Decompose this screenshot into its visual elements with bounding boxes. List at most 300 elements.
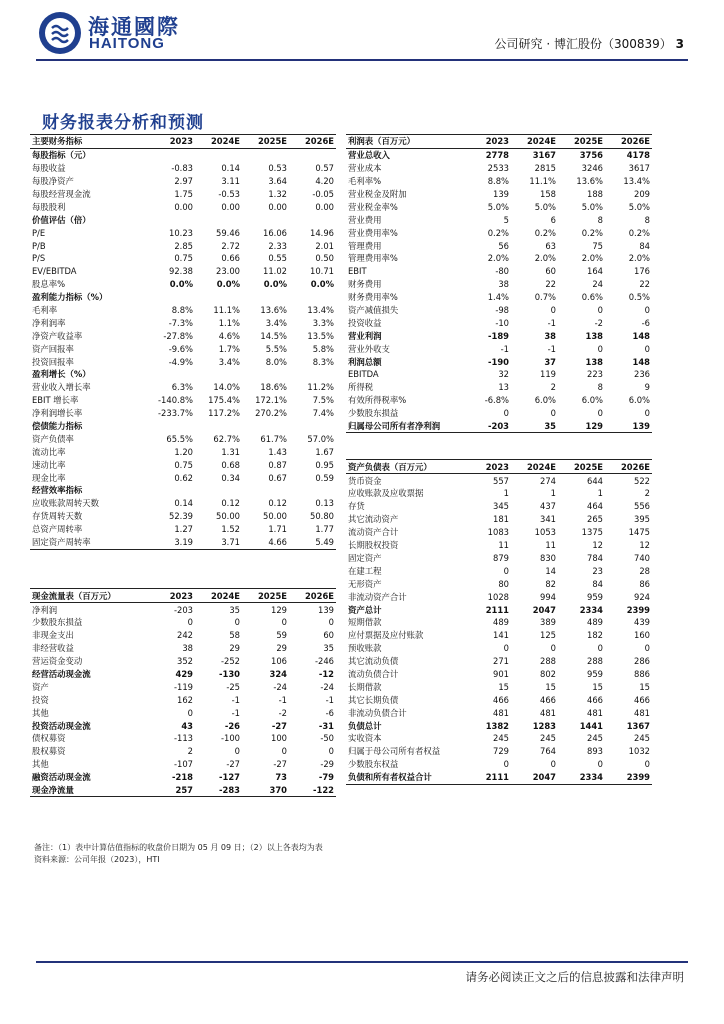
table-row [346,693,652,706]
row-label: 其他 [32,707,49,718]
table-row [30,523,336,536]
cell-value: 6.0% [534,395,556,406]
cell-value: 1.75 [174,189,193,199]
cell-value: 1.52 [221,524,240,535]
cell-value: 3.64 [268,176,287,187]
cell-value: -233.7% [158,408,193,419]
cell-value: 10.23 [169,227,193,238]
cell-value: 0 [281,617,287,628]
cell-value: 0.68 [221,459,240,470]
table-row [346,668,652,681]
table-row [30,510,336,523]
table-row [346,381,652,394]
cell-value: 437 [540,501,556,512]
row-label: 长期借款 [348,681,382,692]
table-row [346,278,652,291]
row-label: 营业税金率% [348,201,398,212]
cell-value: 5.8% [312,343,334,354]
cell-value: 29 [229,643,240,654]
cell-value: 1.7% [218,343,240,354]
row-label: 归属于母公司所有者权益 [348,746,441,757]
cell-value: 5.0% [581,201,603,212]
table-row [30,458,336,471]
cell-value: -203 [173,604,193,615]
row-label: 应收账款及应收票据 [348,488,424,499]
cell-value: 0.53 [268,163,287,174]
row-label: 固定资产周转率 [30,536,148,549]
page-reference [495,35,684,52]
cell-value: 1.67 [315,446,334,457]
cell-value [242,291,289,304]
table-row [30,745,336,758]
cell-value: 481 [493,707,509,718]
cell-value: 100 [271,733,287,744]
cell-value: 0.95 [315,459,334,470]
cell-value [148,148,195,161]
cell-value: 0.0% [216,279,240,290]
logo-chinese-name: 海通國際 [88,15,180,39]
cell-value: 29 [276,643,287,654]
cell-value: 0.59 [315,472,334,483]
cell-value: 286 [634,656,650,667]
row-label: 流动比率 [32,446,66,457]
empty-cell [30,549,148,562]
cell-value: 729 [493,746,509,757]
cell-value: 0.50 [315,253,334,264]
cell-value: 60 [545,266,556,277]
table-row [30,616,336,629]
row-label: P/B [32,240,46,251]
empty-cell [195,549,242,562]
table-row [30,680,336,693]
cell-value: 352 [177,656,193,667]
empty-cell [30,562,148,575]
table-row [346,577,652,590]
cell-value: 28 [639,565,650,576]
cell-value: 245 [540,733,556,744]
cell-value: 1.43 [268,446,287,457]
cell-value: 5.5% [265,343,287,354]
cell-value: 0 [644,759,650,770]
cell-value [289,291,336,304]
cell-value: 3167 [532,150,556,161]
cell-value: 0.0% [263,279,287,290]
cell-value: 11 [498,540,509,551]
row-label: 固定资产 [348,552,382,563]
cell-value: 0.6% [581,292,603,303]
row-label: 债权募资 [32,733,66,744]
source-line: 资料来源：公司年报（2023），HTI [34,855,160,864]
cell-value: -50 [320,733,334,744]
row-label: 偿债能力指标 [32,421,83,432]
cell-value: 0 [644,343,650,354]
table-row [346,629,652,642]
cell-value: -24 [320,681,334,692]
cell-value: 466 [493,694,509,705]
row-label: 实收资本 [348,733,382,744]
cell-value: 82 [545,578,556,589]
cell-value: -80 [495,266,509,277]
cell-value: 24 [592,279,603,290]
cell-value: 11.1% [213,305,240,316]
cell-value: 0.00 [268,201,287,212]
table-row [346,616,652,629]
cell-value: -79 [318,772,334,783]
cell-value: -189 [488,330,509,341]
table-row [30,394,336,407]
cell-value: 6.0% [581,395,603,406]
table-row [30,381,336,394]
cell-value: 2 [550,382,556,393]
table-row [346,148,652,161]
table-title: 资产负债表（百万元） [346,460,464,474]
table-row [346,655,652,668]
cell-value: 236 [634,369,650,380]
cell-value: -6 [641,317,650,328]
cell-value: -12 [318,668,334,679]
cell-value: 139 [493,189,509,199]
cell-value: 1053 [534,527,556,538]
cell-value [289,420,336,433]
row-label: 资产负债率 [32,433,74,444]
cell-value: 57.0% [307,433,334,444]
cell-value: 0.14 [221,163,240,174]
cell-value: 0.34 [221,472,240,483]
cell-value: 7.5% [312,395,334,406]
row-label: 经营活动现金流 [32,668,91,679]
cell-value: 14 [545,565,556,576]
cell-value: 2 [187,746,193,757]
table-row [346,355,652,368]
cell-value [195,291,242,304]
table-row [30,239,336,252]
cell-value: 23 [592,565,603,576]
cell-value: 2778 [485,150,509,161]
table-row [346,680,652,693]
cell-value: 2111 [485,604,509,615]
row-label: P/E [32,227,46,238]
cell-value: 395 [634,514,650,525]
cell-value: 3.71 [195,536,242,549]
cell-value: 994 [540,591,556,602]
table-row [30,471,336,484]
financial-table [346,134,652,459]
row-label: 短期借款 [348,617,382,628]
empty-cell [289,549,336,562]
cell-value: 12 [639,540,650,551]
cell-value: -107 [173,759,193,770]
row-label: 投资收益 [348,317,382,328]
row-label: 管理费用 [348,240,382,251]
table-row [346,487,652,500]
cell-value: 2111 [464,771,511,784]
cell-value: 139 [318,604,334,615]
table-row [30,655,336,668]
cell-value: 1375 [581,527,603,538]
row-label: 非经营收益 [32,643,74,654]
cell-value: 0 [503,643,509,654]
table-row [30,484,336,497]
cell-value: 0 [644,408,650,419]
cell-value: 38 [498,279,509,290]
cell-value: 2.97 [174,176,193,187]
row-label: 股权募资 [32,746,66,757]
cell-value: 14.0% [213,382,240,393]
table-row [30,420,336,433]
cell-value: 3.4% [218,356,240,367]
cell-value: 141 [493,630,509,641]
cell-value: 0 [644,305,650,316]
column-header: 2024E [195,589,242,603]
column-header: 2024E [511,460,558,474]
table-row [346,513,652,526]
table-row [346,342,652,355]
cell-value: 3756 [579,150,603,161]
cell-value [195,368,242,381]
row-label: 货币资金 [348,475,382,486]
row-label: 资产 [32,681,49,692]
row-label: 应收账款周转天数 [32,498,99,509]
cell-value [242,484,289,497]
row-label: 现金净流量 [30,784,148,797]
empty-cell [195,562,242,575]
cell-value: 92.38 [169,266,193,277]
cell-value: -119 [173,681,193,692]
empty-cell [195,575,242,588]
cell-value: -1 [547,317,556,328]
row-label: 价值评估（倍） [32,214,91,225]
row-label: 营业费用 [348,214,382,225]
cell-value: 464 [587,501,603,512]
table-row [30,758,336,771]
cell-value: 0 [328,746,334,757]
column-header: 2026E [605,135,652,149]
cell-value: 0.2% [628,227,650,238]
cell-value: 5.49 [289,536,336,549]
cell-value: 3.3% [312,317,334,328]
cell-value: 58 [229,630,240,641]
row-label: 每股指标（元） [32,150,91,161]
row-label: 非现金支出 [32,630,74,641]
cell-value: 43 [181,720,193,731]
cell-value: 4.66 [242,536,289,549]
cell-value: 119 [540,369,556,380]
row-label: EBIT [348,266,367,277]
cell-value [242,368,289,381]
logo-english-name: HAITONG [89,35,165,52]
cell-value: 61.7% [260,433,287,444]
table-row [30,329,336,342]
cell-value: 50.00 [263,511,287,522]
empty-cell [346,433,464,446]
cell-value: -1 [231,694,240,705]
cell-value: 0 [503,408,509,419]
cell-value: 13.6% [576,176,603,187]
cell-value: 1028 [487,591,509,602]
cell-value: 38 [544,330,556,341]
cell-value: 175.4% [208,395,240,406]
cell-value: -203 [464,420,511,433]
cell-value: 0.57 [315,163,334,174]
cell-value: 13 [498,382,509,393]
cell-value: 59.46 [216,227,240,238]
table-row [30,784,336,797]
cell-value: 1 [550,488,556,499]
table-row [30,252,336,265]
row-label: 非流动资产合计 [348,591,407,602]
cell-value: -1 [231,707,240,718]
empty-cell [148,549,195,562]
cell-value: 466 [540,694,556,705]
row-label: 所得税 [348,382,374,393]
cell-value: 644 [587,475,603,486]
table-row [346,732,652,745]
cell-value: 32 [498,369,509,380]
table-row [346,394,652,407]
table-row [30,304,336,317]
cell-value: 242 [177,630,193,641]
column-header: 2023 [148,589,195,603]
table-row [30,188,336,201]
empty-cell [242,575,289,588]
cell-value: 117.2% [208,408,240,419]
cell-value: 1382 [485,720,509,731]
table-row [30,316,336,329]
cell-value: 0.12 [221,498,240,509]
cell-value: 59 [276,630,287,641]
cell-value: 63 [545,240,556,251]
empty-cell [511,433,558,446]
empty-cell [605,446,652,459]
empty-cell [558,446,605,459]
table-header-row [30,135,336,149]
footer-rule [36,961,688,963]
cell-value: 2.33 [268,240,287,251]
row-label: 少数股东权益 [348,759,399,770]
row-label: 其它流动资产 [348,514,399,525]
cell-value: 830 [540,552,556,563]
cell-value: -27 [273,759,287,770]
row-label: 净利润 [32,604,58,615]
cell-value: 15 [545,681,556,692]
empty-cell [289,562,336,575]
row-label: 负债总计 [348,720,382,731]
cell-value: 959 [587,591,603,602]
cell-value: -283 [195,784,242,797]
row-label: 少数股东损益 [32,617,83,628]
cell-value: -7.3% [168,317,193,328]
empty-cell [242,549,289,562]
cell-value: 1032 [628,746,650,757]
cell-value: 2334 [558,771,605,784]
table-row [346,745,652,758]
cell-value: 148 [632,330,650,341]
cell-value: 489 [587,617,603,628]
cell-value: 345 [493,501,509,512]
row-label: 其它流动负债 [348,656,399,667]
cell-value: 271 [493,656,509,667]
cell-value: 3246 [581,163,603,174]
cell-value: 138 [585,356,603,367]
cell-value: 0 [328,617,334,628]
cell-value: -100 [220,733,240,744]
cell-value [148,291,195,304]
table-row [346,719,652,732]
table-row [346,304,652,317]
table-row [346,420,652,433]
financial-table [30,588,336,797]
column-header: 2023 [464,460,511,474]
cell-value: 886 [634,668,650,679]
row-label: EBITDA [348,369,379,380]
table-header-row [346,460,652,474]
cell-value: 0.13 [315,498,334,509]
cell-value: 1 [597,488,603,499]
table-row [346,642,652,655]
cell-value: 0.00 [174,201,193,212]
cell-value: 0.0% [310,279,334,290]
cell-value: 270.2% [255,408,287,419]
cell-value: 164 [587,266,603,277]
row-label: EBIT 增长率 [32,395,79,406]
row-label: 每股净资产 [32,176,74,187]
table-row [30,642,336,655]
cell-value: 0.2% [487,227,509,238]
cell-value: 8 [644,214,650,225]
cell-value: 148 [632,356,650,367]
cell-value: 2047 [532,604,556,615]
right-column [346,134,652,785]
cell-value: 257 [148,784,195,797]
blank-row [346,446,652,459]
cell-value: 8 [597,382,603,393]
cell-value: 65.5% [166,433,193,444]
table-row [30,355,336,368]
cell-value: 0.87 [268,459,287,470]
cell-value: -24 [273,681,287,692]
cell-value: -27 [226,759,240,770]
row-label: 营业税金及附加 [348,189,407,199]
cell-value: 764 [540,746,556,757]
row-label: 资产回报率 [32,343,74,354]
cell-value: 10.71 [310,266,334,277]
cell-value: 2399 [626,604,650,615]
row-label: 毛利率 [32,305,58,316]
row-label: 净利润增长率 [32,408,83,419]
empty-cell [346,446,464,459]
row-label: 财务费用 [348,279,382,290]
cell-value: 6.3% [171,382,193,393]
cell-value: 466 [634,694,650,705]
table-row [346,368,652,381]
cell-value: 0 [597,343,603,354]
cell-value: 4.20 [315,176,334,187]
cell-value: 4.6% [218,330,240,341]
cell-value: 8.0% [265,356,287,367]
cell-value: -113 [173,733,193,744]
cell-value [148,484,195,497]
financial-table [346,459,652,784]
cell-value: 370 [242,784,289,797]
row-label: 净利润率 [32,317,66,328]
row-label: P/S [32,253,46,264]
row-label: 营业总收入 [348,150,390,161]
cell-value [195,420,242,433]
cell-value: 2533 [487,163,509,174]
cell-value: 2334 [579,604,603,615]
row-label: 投资回报率 [32,356,74,367]
cell-value: 0.75 [174,459,193,470]
